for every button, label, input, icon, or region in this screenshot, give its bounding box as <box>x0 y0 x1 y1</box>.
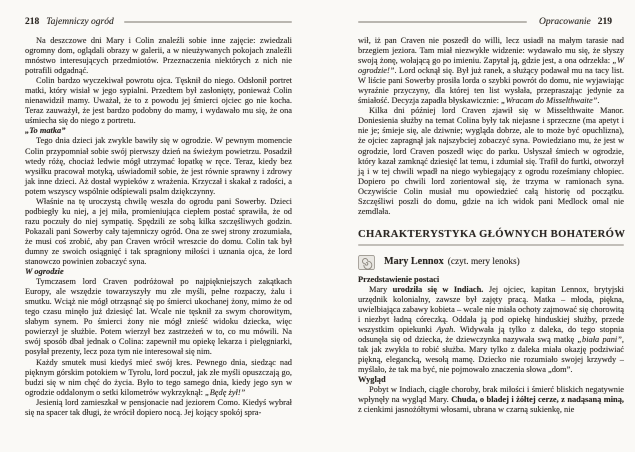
text-segment: . Widywała ją tylko z daleka, do tego stopnia odsunęła się od dziecka, że dziewczynka nazywała swą matkę <box>358 325 625 345</box>
right-page-header <box>358 16 612 28</box>
paragraph <box>25 277 292 357</box>
text-segment: W ogrodzie <box>25 267 64 277</box>
text-segment: „W ogrodzie!” <box>358 56 624 76</box>
rose-icon <box>358 255 375 270</box>
paragraph <box>358 285 624 375</box>
heading-rule <box>358 244 624 246</box>
character-heading <box>358 255 624 270</box>
left-running-title: Tajemniczy ogród <box>46 17 114 27</box>
text-segment: Kilka dni później lord Craven zjawił się w Misselthwaite Manor. Doniesienia służby na temat Colina były tak niejasne i sprzeczne (ma apetyt i nie je; śmieje się, ale dziwnie; wygląda dobrze, ale to może być opuchlizna), że ojciec zapragnął jak najszybciej zobaczyć syna. Powiedziano mu, że jest w ogrodzie, lord Craven poszedł więc do parku. Usłyszał śmiech w ogrodzie, który kazał zamknąć dziesięć lat temu, i zdumiał się. Trafił do furtki, otworzył ją i w tej chwili wpadł na niego wybiegający z ogrodu roześmiany chłopiec. Dopiero po chwili lord zorientował się, że trzyma w ramionach syna. Oczywiście Colin musiał mu opowiedzieć całą historię od początku. Szczęśliwi poszli do domu, gdzie na ich widok pani Medlock omal nie zemdlała. <box>358 106 624 216</box>
paragraph <box>25 76 292 126</box>
run-in-heading: Przedstawienie postaci <box>358 274 440 284</box>
text-segment: Colin bardzo wyczekiwał powrotu ojca. Tęsknił do niego. Odsłonił portret matki, który wisiał w jego sypialni. Przedtem był zasłonięty, ponieważ Colin nienawidził mamy. Uważał, że to z powodu jej śmierci ojciec go nie kocha. Teraz zauważył, że jest bardzo podobny do mamy, i wydawało mu się, że ona uśmiecha się do niego z portretu. <box>25 76 292 126</box>
text-segment: . <box>597 96 600 106</box>
text-segment: urodziła się w Indiach. <box>392 284 484 294</box>
text-segment: Tego dnia dzieci jak zwykle bawiły się w ogrodzie. W pewnym momencie Colin przypomniał sobie swój pierwszy dzień na świeżym powietrzu. Posadził wtedy różę, chociaż ledwie mógł utrzymać łopatkę w ręce. Teraz, kiedy bez wysiłku pracował motyką, uświadomił sobie, że jest równie sprawny i zdrowy jak inne dzieci. Aż dostał wypieków z wrażenia. Krzyczał i skakał z radości, a potem wszyscy wspólnie odśpiewali psalm dziękczynny. <box>25 136 292 196</box>
text-segment: „biała pani” <box>577 335 622 345</box>
text-segment: Jesienią lord zamieszkał w pensjonacie nad jeziorem Como. Kiedyś wybrał się na spacer tak długi, że wrócił dopiero nocą. Jej kojący spokój spra- <box>25 397 292 417</box>
section-heading <box>358 228 624 246</box>
paragraph <box>358 385 624 415</box>
text-segment: . Lord ocknął się. Był już ranek, a służący podawał mu na tacy list. W liście pani Sowerby prosiła lorda o szybki powrót do domu, nie wyjawiając wyraźnie przyczyny, dla której ten list wysłała, przepraszając jedynie za śmiałość. Decyzja zapadła błyskawicznie: <box>358 66 624 106</box>
character-name: Mary Lennox <box>384 256 444 268</box>
paragraph <box>25 136 292 196</box>
paragraph <box>25 197 292 267</box>
section-heading-text: CHARAKTERYSTYKA GŁÓWNYCH BOHATERÓW <box>358 228 626 240</box>
text-segment: Tymczasem lord Craven podróżował po najpiękniejszych zakątkach Europy, ale wszędzie towarzyszyły mu złe myśli, pełne rozpaczy, żalu i smutku. Wciąż nie mógł otrząsnąć się po śmierci ukochanej żony, mimo że od tego czasu minęło już dziesięć lat. Wcale nie tęsknił za swym chorowitym, słabym synem. Po śmierci żony nie mógł znieść widoku dziecka, więc powierzył je służbie. Potem wierzył bez zastrzeżeń w to, co mu mówili. Na swój sposób dbał jednak o Colina: zapewnił mu opiekę lekarza i pielęgniarki, posyłał prezenty, lecz poza tym nie interesował się nim. <box>25 277 292 357</box>
right-running-title: Opracowanie <box>539 17 591 27</box>
right-page-body <box>358 36 624 416</box>
text-segment: Jej ojciec, kapitan Lennox, brytyjski urzędnik kolonialny, zawsze był zajęty pracą. Matka – młoda, piękna, uwielbiająca zabawy kobieta – wcale nie miała ochoty zajmować się chorowitą i niezbyt ładną córeczką. Oddała ją pod opiekę hinduskiej służby, przede wszystkim opiekunki <box>358 284 625 335</box>
paragraph <box>25 358 292 398</box>
text-segment: Ayah <box>436 325 454 335</box>
text-segment: z cienkimi jasnożółtymi włosami, ubrana w czarną sukienkę, nie <box>358 405 575 415</box>
left-page-header <box>25 16 292 28</box>
text-segment: „Będę żył!” <box>205 387 246 397</box>
text-segment: Chuda, o bladej i żółtej cerze, z nadąsaną miną, <box>451 395 624 405</box>
text-segment: , tak jak zwykła to robić służba. Mary tylko z daleka miała okazję podziwiać piękną, elegancką, wesołą mamę. Dziecko nie rozumiało swojej krzywdy – myślało, że tak ma być, nie pojmowało znaczenia słowa „dom”. <box>358 335 625 375</box>
text-segment: „Wracam do Misselthwaite” <box>501 96 598 106</box>
left-page-number: 218 <box>25 17 40 27</box>
text-segment: Każdy smutek musi kiedyś mieć swój kres. Pewnego dnia, siedząc nad pięknym górskim potokiem w Tyrolu, lord poczuł, jak złe myśli opuszczają go, budzi się w nim chęć do życia. Było to tego samego dnia, kiedy jego syn w ogrodzie oddalonym o setki kilometrów wykrzyknął: <box>25 357 292 397</box>
paragraph <box>358 106 624 217</box>
text-segment: Pobyt w Indiach, ciągłe choroby, brak miłości i śmierć bliskich negatywnie wpłynęły na wygląd Mary. <box>358 385 624 405</box>
header-rule <box>358 21 527 23</box>
text-segment: wił, iż pan Craven nie poszedł do willi, lecz usiadł na małym tarasie nad brzegiem jeziora. Tam miał niezwykłe widzenie: wydawało mu się, że słyszy swoją żonę, wołającą go po imieniu. Zapytał ją, gdzie jest, a ona odrzekła: <box>358 36 624 66</box>
header-rule <box>124 21 292 23</box>
left-page-body <box>25 36 292 418</box>
right-page-number: 219 <box>597 17 612 27</box>
run-in-heading: Wygląd <box>358 375 386 385</box>
text-segment: „To matka” <box>25 126 66 136</box>
text-segment: Właśnie na tę uroczystą chwilę weszła do ogrodu pani Sowerby. Dzieci podbiegły ku niej, a jej miła, promieniująca ciepłem postać sprawiła, że od razu poczuły do niej sympatię. Spędzili ze sobą kilka szczęśliwych godzin. Pokazali pani Sowerby cały tajemniczy ogród. Ona ze swej strony zrozumiała, że musi coś zrobić, aby pan Craven wrócił wreszcie do domu. Colin tak był dumny ze swoich osiągnięć i tak spragniony miłości i uznania ojca, że lord stanowczo powinien zobaczyć syna. <box>25 196 292 267</box>
text-segment: Mary <box>369 284 393 294</box>
subheading <box>25 126 292 136</box>
paragraph <box>358 36 624 106</box>
text-segment: Na deszczowe dni Mary i Colin znaleźli sobie inne zajęcie: zwiedzali ogromny dom, oglądali obrazy w galerii, a w nieużywanych pokojach znaleźli mnóstwo interesujących przedmiotów. Przeznaczenia niektórych z nich nie potrafili odgadnąć. <box>25 36 292 76</box>
paragraph <box>25 398 292 418</box>
paragraph <box>25 36 292 76</box>
subheading <box>25 267 292 277</box>
character-pronunciation: (czyt. mery lenoks) <box>447 257 520 268</box>
